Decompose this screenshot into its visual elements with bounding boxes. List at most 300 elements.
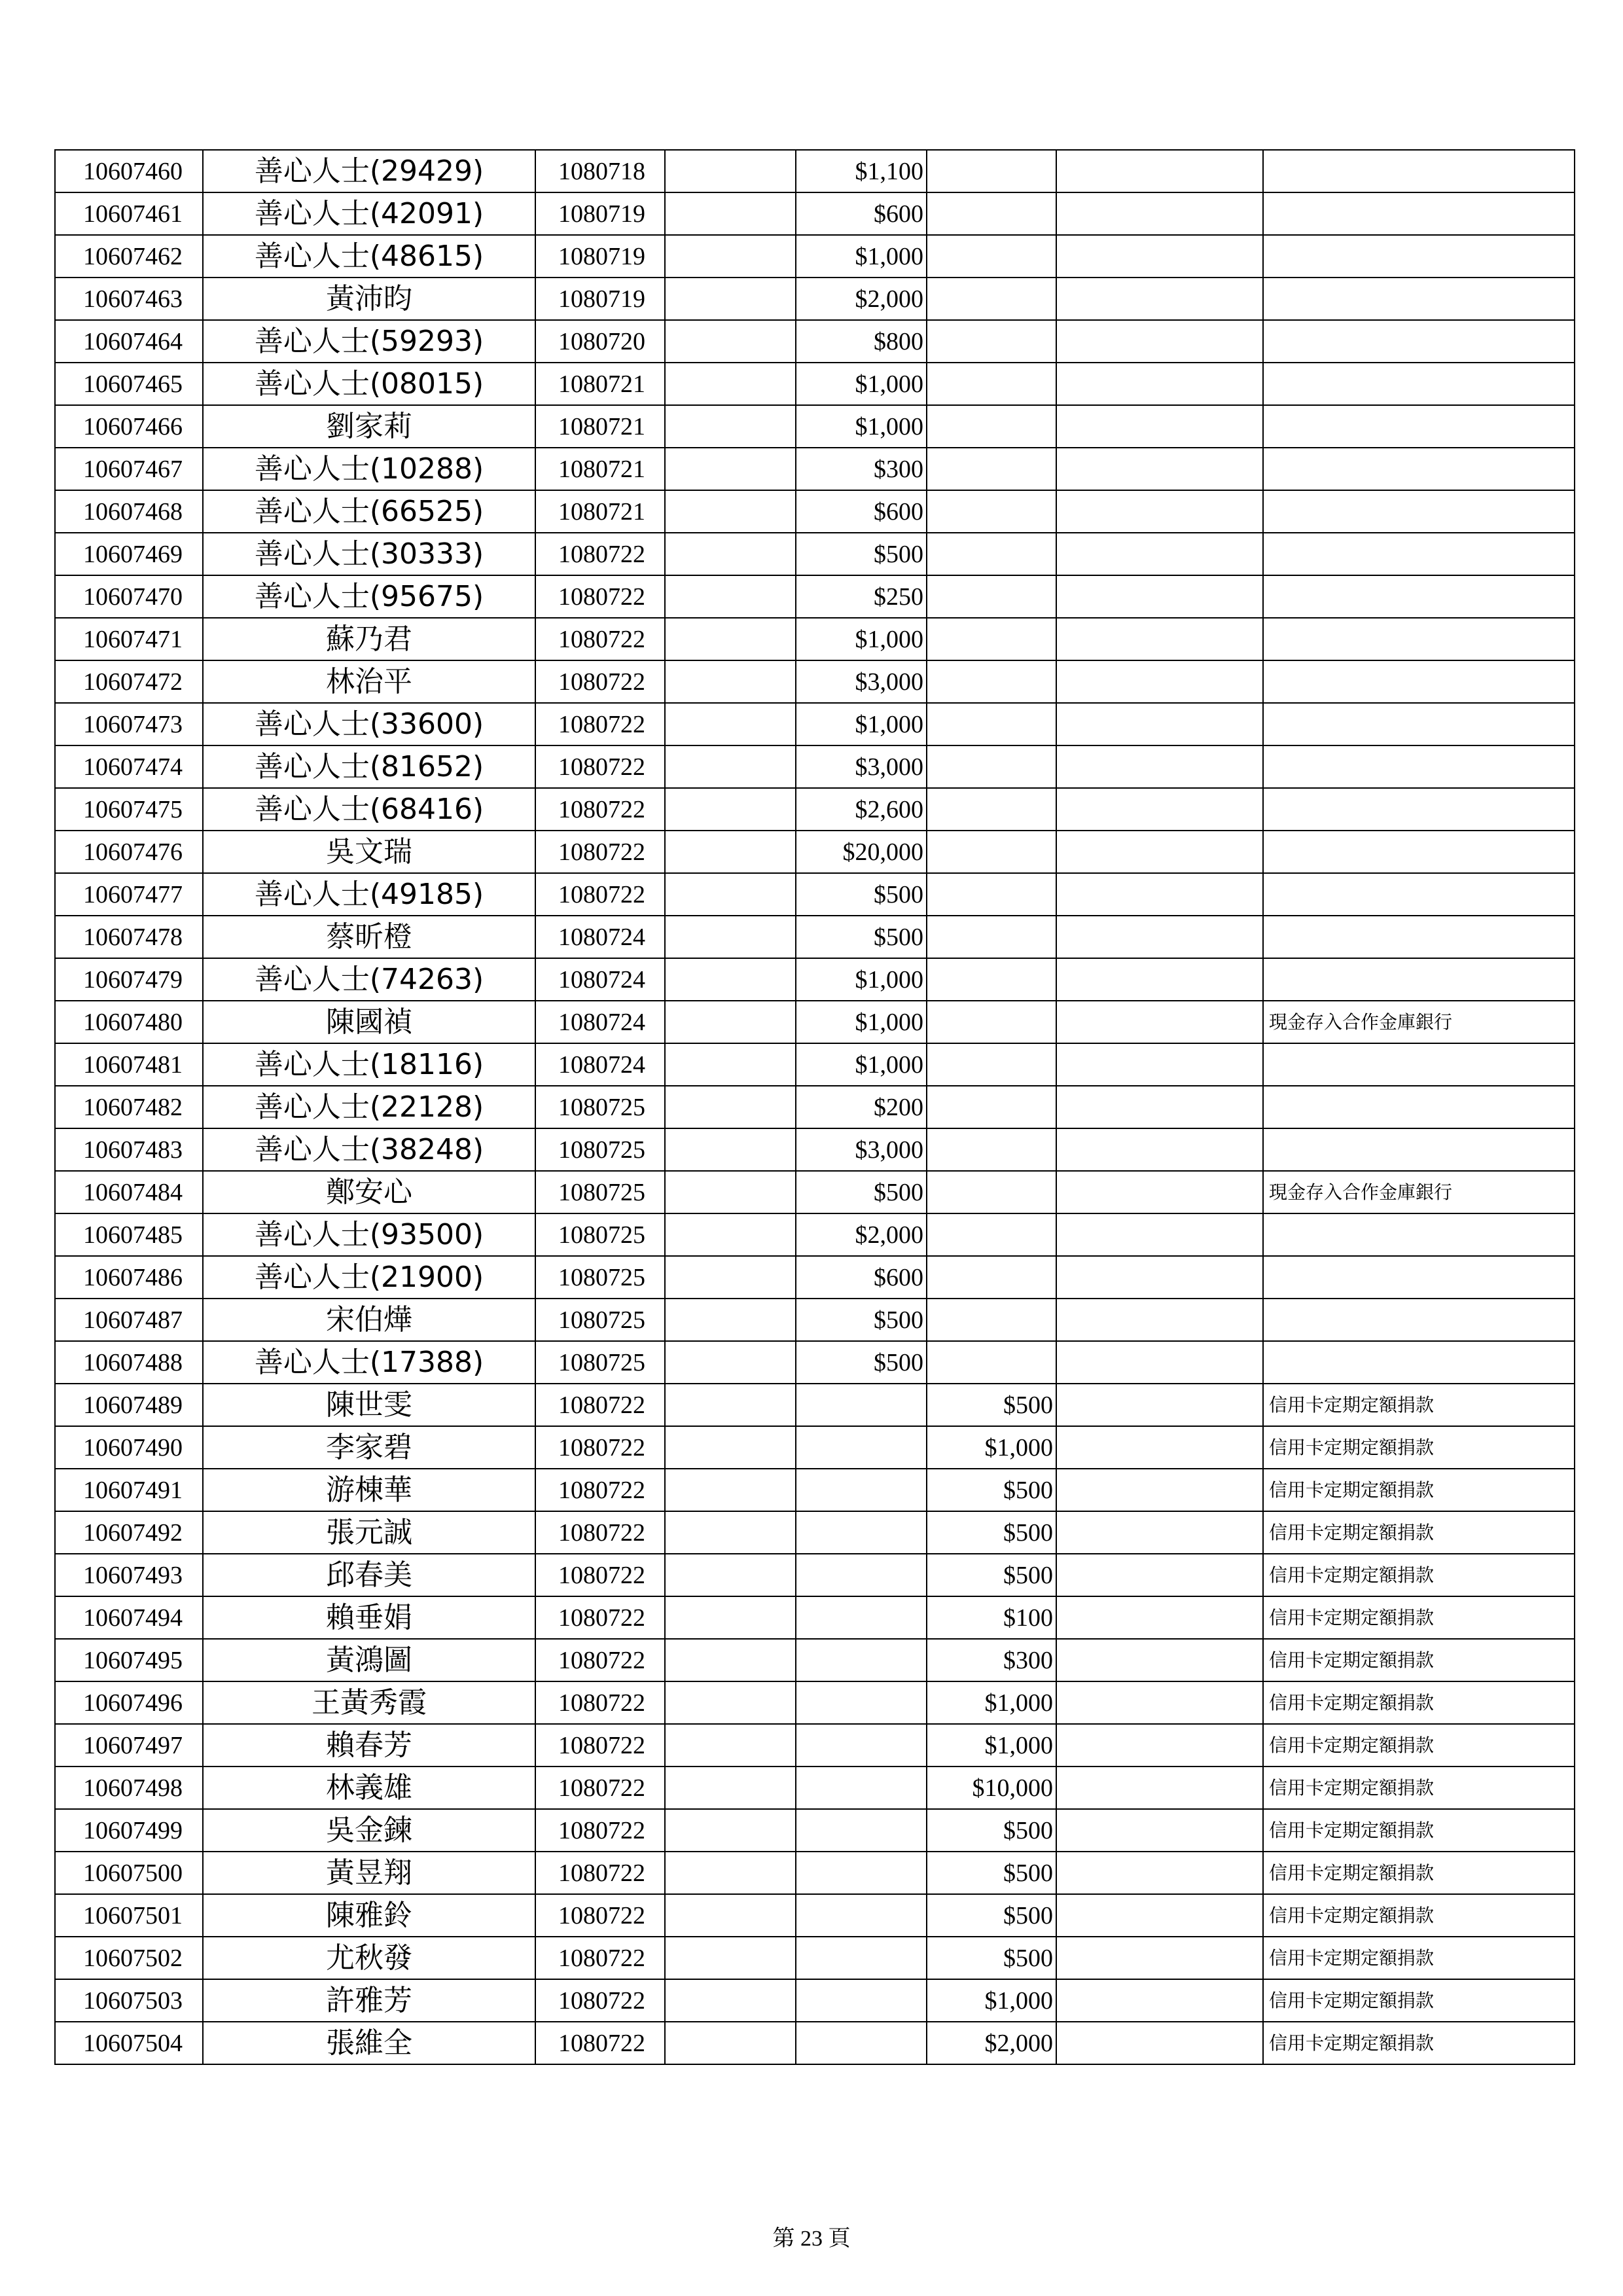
donation-table — [54, 149, 1575, 2065]
donor-name-cell: 善心人士(42091) — [203, 192, 535, 235]
table-row — [55, 1299, 1575, 1341]
donor-name-cell: 林義雄 — [203, 1767, 535, 1809]
donor-name-cell: 善心人士(59293) — [203, 320, 535, 363]
card-amount-cell — [927, 618, 1056, 660]
blank-cell — [1056, 1128, 1263, 1171]
note-cell: 信用卡定期定額捐款 — [1263, 1426, 1575, 1469]
date-cell: 1080722 — [535, 1511, 665, 1554]
card-amount-cell — [927, 150, 1056, 192]
card-amount-cell: $2,000 — [927, 2022, 1056, 2064]
date-cell: 1080722 — [535, 1426, 665, 1469]
note-cell — [1263, 235, 1575, 278]
blank-cell — [1056, 1511, 1263, 1554]
note-cell: 信用卡定期定額捐款 — [1263, 1554, 1575, 1596]
amount-cell: $500 — [796, 916, 927, 958]
note-cell — [1263, 1256, 1575, 1299]
table-row — [55, 1937, 1575, 1979]
receipt-number-cell: 10607493 — [55, 1554, 203, 1596]
note-cell — [1263, 788, 1575, 831]
receipt-number-cell: 10607479 — [55, 958, 203, 1001]
blank-cell — [1056, 405, 1263, 448]
donor-name-cell: 善心人士(18116) — [203, 1043, 535, 1086]
empty-cell — [665, 405, 796, 448]
blank-cell — [1056, 192, 1263, 235]
blank-cell — [1056, 278, 1263, 320]
card-amount-cell — [927, 235, 1056, 278]
receipt-number-cell: 10607461 — [55, 192, 203, 235]
blank-cell — [1056, 788, 1263, 831]
table-row — [55, 831, 1575, 873]
blank-cell — [1056, 235, 1263, 278]
receipt-number-cell: 10607504 — [55, 2022, 203, 2064]
donor-name-cell: 許雅芳 — [203, 1979, 535, 2022]
note-cell: 信用卡定期定額捐款 — [1263, 1852, 1575, 1894]
note-cell: 信用卡定期定額捐款 — [1263, 1724, 1575, 1767]
card-amount-cell — [927, 1086, 1056, 1128]
note-cell — [1263, 405, 1575, 448]
blank-cell — [1056, 1809, 1263, 1852]
table-row — [55, 235, 1575, 278]
empty-cell — [665, 873, 796, 916]
amount-cell: $500 — [796, 1299, 927, 1341]
donor-name-cell: 善心人士(81652) — [203, 745, 535, 788]
donor-name-cell: 善心人士(33600) — [203, 703, 535, 745]
donor-name-cell: 善心人士(66525) — [203, 490, 535, 533]
receipt-number-cell: 10607483 — [55, 1128, 203, 1171]
amount-cell: $500 — [796, 533, 927, 575]
table-row — [55, 1852, 1575, 1894]
blank-cell — [1056, 1086, 1263, 1128]
donor-name-cell: 善心人士(93500) — [203, 1213, 535, 1256]
amount-cell: $1,000 — [796, 1043, 927, 1086]
blank-cell — [1056, 1937, 1263, 1979]
date-cell: 1080725 — [535, 1213, 665, 1256]
receipt-number-cell: 10607500 — [55, 1852, 203, 1894]
amount-cell: $600 — [796, 1256, 927, 1299]
empty-cell — [665, 1852, 796, 1894]
empty-cell — [665, 1511, 796, 1554]
empty-cell — [665, 2022, 796, 2064]
note-cell: 信用卡定期定額捐款 — [1263, 1894, 1575, 1937]
donor-name-cell: 游棟華 — [203, 1469, 535, 1511]
empty-cell — [665, 958, 796, 1001]
note-cell — [1263, 1043, 1575, 1086]
table-row — [55, 1511, 1575, 1554]
card-amount-cell — [927, 490, 1056, 533]
card-amount-cell — [927, 1256, 1056, 1299]
donor-name-cell: 黃沛昀 — [203, 278, 535, 320]
date-cell: 1080725 — [535, 1086, 665, 1128]
amount-cell: $500 — [796, 873, 927, 916]
note-cell — [1263, 320, 1575, 363]
note-cell: 信用卡定期定額捐款 — [1263, 1596, 1575, 1639]
receipt-number-cell: 10607485 — [55, 1213, 203, 1256]
receipt-number-cell: 10607460 — [55, 150, 203, 192]
blank-cell — [1056, 1043, 1263, 1086]
blank-cell — [1056, 958, 1263, 1001]
table-row — [55, 660, 1575, 703]
table-row — [55, 1128, 1575, 1171]
donor-name-cell: 善心人士(21900) — [203, 1256, 535, 1299]
amount-cell — [796, 1469, 927, 1511]
amount-cell: $1,100 — [796, 150, 927, 192]
date-cell: 1080721 — [535, 405, 665, 448]
empty-cell — [665, 1724, 796, 1767]
blank-cell — [1056, 363, 1263, 405]
blank-cell — [1056, 1256, 1263, 1299]
receipt-number-cell: 10607474 — [55, 745, 203, 788]
amount-cell — [796, 1426, 927, 1469]
donor-name-cell: 吳文瑞 — [203, 831, 535, 873]
amount-cell: $600 — [796, 192, 927, 235]
note-cell — [1263, 745, 1575, 788]
receipt-number-cell: 10607475 — [55, 788, 203, 831]
note-cell — [1263, 575, 1575, 618]
donor-name-cell: 張維全 — [203, 2022, 535, 2064]
amount-cell — [796, 1596, 927, 1639]
empty-cell — [665, 788, 796, 831]
empty-cell — [665, 1086, 796, 1128]
card-amount-cell: $500 — [927, 1809, 1056, 1852]
table-row — [55, 1001, 1575, 1043]
blank-cell — [1056, 745, 1263, 788]
receipt-number-cell: 10607468 — [55, 490, 203, 533]
table-row — [55, 533, 1575, 575]
amount-cell — [796, 1681, 927, 1724]
receipt-number-cell: 10607467 — [55, 448, 203, 490]
donor-name-cell: 鄭安心 — [203, 1171, 535, 1213]
blank-cell — [1056, 1681, 1263, 1724]
date-cell: 1080722 — [535, 1979, 665, 2022]
card-amount-cell: $500 — [927, 1554, 1056, 1596]
table-row — [55, 1554, 1575, 1596]
blank-cell — [1056, 1001, 1263, 1043]
donor-name-cell: 邱春美 — [203, 1554, 535, 1596]
donor-name-cell: 善心人士(08015) — [203, 363, 535, 405]
blank-cell — [1056, 1724, 1263, 1767]
blank-cell — [1056, 320, 1263, 363]
donor-name-cell: 善心人士(48615) — [203, 235, 535, 278]
card-amount-cell — [927, 320, 1056, 363]
donor-name-cell: 善心人士(49185) — [203, 873, 535, 916]
table-row — [55, 320, 1575, 363]
date-cell: 1080721 — [535, 363, 665, 405]
note-cell — [1263, 533, 1575, 575]
table-row — [55, 958, 1575, 1001]
date-cell: 1080722 — [535, 1937, 665, 1979]
receipt-number-cell: 10607490 — [55, 1426, 203, 1469]
card-amount-cell — [927, 405, 1056, 448]
donor-name-cell: 陳世雯 — [203, 1384, 535, 1426]
empty-cell — [665, 1299, 796, 1341]
blank-cell — [1056, 448, 1263, 490]
empty-cell — [665, 1001, 796, 1043]
receipt-number-cell: 10607492 — [55, 1511, 203, 1554]
date-cell: 1080724 — [535, 1001, 665, 1043]
note-cell — [1263, 660, 1575, 703]
amount-cell: $1,000 — [796, 703, 927, 745]
table-row — [55, 1894, 1575, 1937]
empty-cell — [665, 1341, 796, 1384]
date-cell: 1080721 — [535, 448, 665, 490]
donor-name-cell: 善心人士(68416) — [203, 788, 535, 831]
date-cell: 1080722 — [535, 1767, 665, 1809]
card-amount-cell: $500 — [927, 1937, 1056, 1979]
note-cell: 現金存入合作金庫銀行 — [1263, 1171, 1575, 1213]
card-amount-cell: $500 — [927, 1511, 1056, 1554]
note-cell: 信用卡定期定額捐款 — [1263, 1809, 1575, 1852]
date-cell: 1080724 — [535, 916, 665, 958]
date-cell: 1080722 — [535, 1809, 665, 1852]
empty-cell — [665, 150, 796, 192]
receipt-number-cell: 10607501 — [55, 1894, 203, 1937]
receipt-number-cell: 10607496 — [55, 1681, 203, 1724]
note-cell: 信用卡定期定額捐款 — [1263, 1937, 1575, 1979]
card-amount-cell — [927, 916, 1056, 958]
table-row — [55, 1809, 1575, 1852]
blank-cell — [1056, 660, 1263, 703]
note-cell — [1263, 916, 1575, 958]
card-amount-cell: $1,000 — [927, 1426, 1056, 1469]
note-cell: 信用卡定期定額捐款 — [1263, 1681, 1575, 1724]
empty-cell — [665, 1979, 796, 2022]
receipt-number-cell: 10607472 — [55, 660, 203, 703]
receipt-number-cell: 10607502 — [55, 1937, 203, 1979]
date-cell: 1080724 — [535, 958, 665, 1001]
empty-cell — [665, 1256, 796, 1299]
empty-cell — [665, 1384, 796, 1426]
date-cell: 1080722 — [535, 873, 665, 916]
blank-cell — [1056, 618, 1263, 660]
blank-cell — [1056, 490, 1263, 533]
amount-cell — [796, 1724, 927, 1767]
amount-cell — [796, 1767, 927, 1809]
donor-name-cell: 善心人士(29429) — [203, 150, 535, 192]
receipt-number-cell: 10607471 — [55, 618, 203, 660]
empty-cell — [665, 703, 796, 745]
note-cell — [1263, 278, 1575, 320]
date-cell: 1080722 — [535, 831, 665, 873]
blank-cell — [1056, 1596, 1263, 1639]
table-row — [55, 916, 1575, 958]
amount-cell — [796, 1554, 927, 1596]
donor-name-cell: 善心人士(30333) — [203, 533, 535, 575]
card-amount-cell — [927, 448, 1056, 490]
table-row — [55, 1639, 1575, 1681]
card-amount-cell: $1,000 — [927, 1724, 1056, 1767]
table-row — [55, 1213, 1575, 1256]
note-cell — [1263, 831, 1575, 873]
table-row — [55, 405, 1575, 448]
date-cell: 1080718 — [535, 150, 665, 192]
donor-name-cell: 蔡昕橙 — [203, 916, 535, 958]
receipt-number-cell: 10607473 — [55, 703, 203, 745]
empty-cell — [665, 533, 796, 575]
card-amount-cell: $1,000 — [927, 1979, 1056, 2022]
note-cell — [1263, 703, 1575, 745]
empty-cell — [665, 235, 796, 278]
donor-name-cell: 宋伯燁 — [203, 1299, 535, 1341]
amount-cell: $1,000 — [796, 618, 927, 660]
note-cell — [1263, 873, 1575, 916]
receipt-number-cell: 10607463 — [55, 278, 203, 320]
empty-cell — [665, 1767, 796, 1809]
date-cell: 1080722 — [535, 703, 665, 745]
table-row — [55, 1171, 1575, 1213]
amount-cell: $2,600 — [796, 788, 927, 831]
date-cell: 1080722 — [535, 660, 665, 703]
card-amount-cell — [927, 788, 1056, 831]
amount-cell: $500 — [796, 1341, 927, 1384]
amount-cell — [796, 1937, 927, 1979]
donor-name-cell: 王黃秀霞 — [203, 1681, 535, 1724]
note-cell — [1263, 958, 1575, 1001]
date-cell: 1080722 — [535, 1639, 665, 1681]
note-cell — [1263, 363, 1575, 405]
table-row — [55, 1596, 1575, 1639]
amount-cell: $300 — [796, 448, 927, 490]
donor-name-cell: 黃鴻圖 — [203, 1639, 535, 1681]
table-row — [55, 1724, 1575, 1767]
amount-cell: $600 — [796, 490, 927, 533]
donor-name-cell: 尤秋發 — [203, 1937, 535, 1979]
donor-name-cell: 善心人士(95675) — [203, 575, 535, 618]
card-amount-cell: $500 — [927, 1469, 1056, 1511]
card-amount-cell: $100 — [927, 1596, 1056, 1639]
table-body — [55, 150, 1575, 2064]
date-cell: 1080725 — [535, 1341, 665, 1384]
blank-cell — [1056, 1384, 1263, 1426]
table-row — [55, 1979, 1575, 2022]
donor-name-cell: 善心人士(38248) — [203, 1128, 535, 1171]
card-amount-cell — [927, 958, 1056, 1001]
table-row — [55, 1469, 1575, 1511]
date-cell: 1080722 — [535, 575, 665, 618]
donor-name-cell: 林治平 — [203, 660, 535, 703]
empty-cell — [665, 1554, 796, 1596]
blank-cell — [1056, 533, 1263, 575]
table-row — [55, 1043, 1575, 1086]
receipt-number-cell: 10607488 — [55, 1341, 203, 1384]
card-amount-cell — [927, 1128, 1056, 1171]
card-amount-cell: $10,000 — [927, 1767, 1056, 1809]
card-amount-cell — [927, 575, 1056, 618]
blank-cell — [1056, 1426, 1263, 1469]
blank-cell — [1056, 1171, 1263, 1213]
donor-name-cell: 劉家莉 — [203, 405, 535, 448]
donor-name-cell: 賴垂娟 — [203, 1596, 535, 1639]
empty-cell — [665, 363, 796, 405]
amount-cell — [796, 1979, 927, 2022]
empty-cell — [665, 490, 796, 533]
blank-cell — [1056, 150, 1263, 192]
note-cell: 信用卡定期定額捐款 — [1263, 1767, 1575, 1809]
blank-cell — [1056, 1469, 1263, 1511]
table-row — [55, 873, 1575, 916]
amount-cell — [796, 1511, 927, 1554]
table-row — [55, 1767, 1575, 1809]
amount-cell — [796, 1809, 927, 1852]
empty-cell — [665, 1809, 796, 1852]
date-cell: 1080725 — [535, 1299, 665, 1341]
amount-cell — [796, 1639, 927, 1681]
blank-cell — [1056, 575, 1263, 618]
note-cell — [1263, 448, 1575, 490]
note-cell: 信用卡定期定額捐款 — [1263, 2022, 1575, 2064]
table-row — [55, 363, 1575, 405]
date-cell: 1080722 — [535, 745, 665, 788]
blank-cell — [1056, 1341, 1263, 1384]
receipt-number-cell: 10607495 — [55, 1639, 203, 1681]
empty-cell — [665, 831, 796, 873]
card-amount-cell: $1,000 — [927, 1681, 1056, 1724]
date-cell: 1080724 — [535, 1043, 665, 1086]
amount-cell: $250 — [796, 575, 927, 618]
blank-cell — [1056, 1852, 1263, 1894]
empty-cell — [665, 916, 796, 958]
receipt-number-cell: 10607484 — [55, 1171, 203, 1213]
date-cell: 1080719 — [535, 192, 665, 235]
amount-cell: $1,000 — [796, 405, 927, 448]
note-cell: 現金存入合作金庫銀行 — [1263, 1001, 1575, 1043]
amount-cell: $20,000 — [796, 831, 927, 873]
amount-cell: $1,000 — [796, 958, 927, 1001]
table-row — [55, 150, 1575, 192]
blank-cell — [1056, 2022, 1263, 2064]
table-row — [55, 1681, 1575, 1724]
card-amount-cell — [927, 1171, 1056, 1213]
card-amount-cell — [927, 278, 1056, 320]
empty-cell — [665, 1213, 796, 1256]
card-amount-cell — [927, 1001, 1056, 1043]
table-row — [55, 1086, 1575, 1128]
receipt-number-cell: 10607494 — [55, 1596, 203, 1639]
receipt-number-cell: 10607466 — [55, 405, 203, 448]
card-amount-cell: $500 — [927, 1894, 1056, 1937]
donor-name-cell: 善心人士(10288) — [203, 448, 535, 490]
table-row — [55, 1341, 1575, 1384]
table-row — [55, 490, 1575, 533]
donor-name-cell: 賴春芳 — [203, 1724, 535, 1767]
amount-cell: $1,000 — [796, 1001, 927, 1043]
note-cell — [1263, 490, 1575, 533]
note-cell: 信用卡定期定額捐款 — [1263, 1384, 1575, 1426]
card-amount-cell — [927, 660, 1056, 703]
note-cell — [1263, 1213, 1575, 1256]
table-row — [55, 448, 1575, 490]
table-row — [55, 618, 1575, 660]
receipt-number-cell: 10607487 — [55, 1299, 203, 1341]
note-cell — [1263, 1128, 1575, 1171]
card-amount-cell: $300 — [927, 1639, 1056, 1681]
blank-cell — [1056, 1299, 1263, 1341]
empty-cell — [665, 320, 796, 363]
date-cell: 1080722 — [535, 1596, 665, 1639]
table-row — [55, 788, 1575, 831]
date-cell: 1080725 — [535, 1171, 665, 1213]
page-number: 第 23 頁 — [772, 2227, 851, 2251]
empty-cell — [665, 1128, 796, 1171]
empty-cell — [665, 1171, 796, 1213]
date-cell: 1080725 — [535, 1256, 665, 1299]
note-cell — [1263, 1086, 1575, 1128]
amount-cell: $2,000 — [796, 278, 927, 320]
blank-cell — [1056, 916, 1263, 958]
date-cell: 1080722 — [535, 1469, 665, 1511]
amount-cell: $800 — [796, 320, 927, 363]
card-amount-cell — [927, 192, 1056, 235]
card-amount-cell — [927, 831, 1056, 873]
